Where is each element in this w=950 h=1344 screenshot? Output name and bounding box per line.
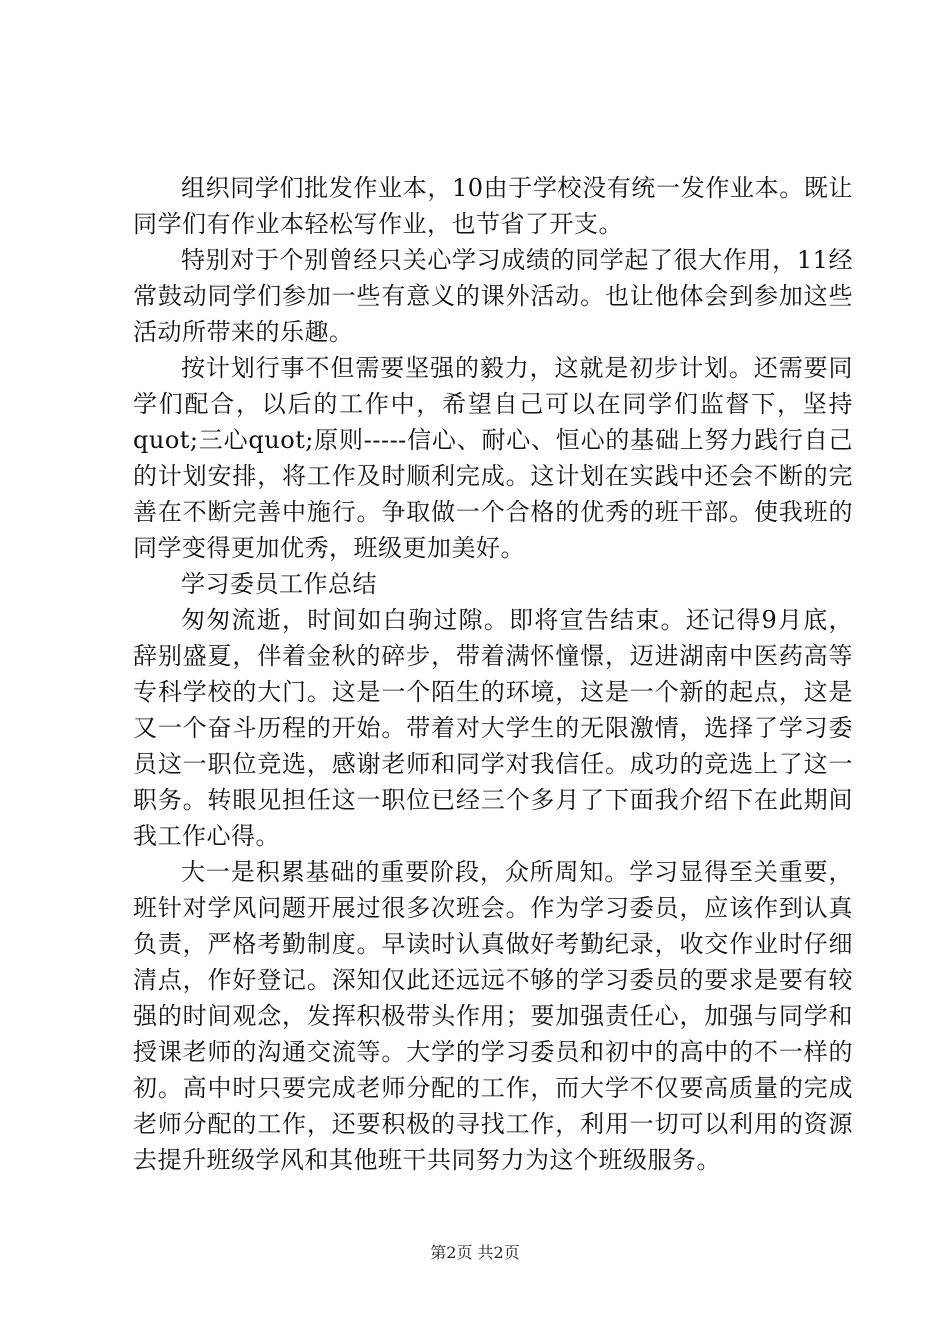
paragraph: 匆匆流逝，时间如白驹过隙。即将宣告结束。还记得9月底，辞别盛夏，伴着金秋的碎步，带着满怀憧憬，迈进湖南中医药高等专科学校的大门。这是一个陌生的环境，这是一个新的起点，这是又一个奋斗历程的开始。带着对大学生的无限激情，选择了学习委员这一职位竞选，感谢老师和同学对我信任。成功的竞选上了这一职务。转眼见担任这一职位已经三个多月了下面我介绍下在此期间我工作心得。 <box>133 606 853 850</box>
paragraph: 特别对于个别曾经只关心学习成绩的同学起了很大作用，11经常鼓动同学们参加一些有意义的课外活动。也让他体会到参加这些活动所带来的乐趣。 <box>133 246 853 346</box>
paragraph: 组织同学们批发作业本，10由于学校没有统一发作业本。既让同学们有作业本轻松写作业，也节省了开支。 <box>133 174 853 238</box>
paragraph: 大一是积累基础的重要阶段，众所周知。学习显得至关重要，班针对学风问题开展过很多次班会。作为学习委员，应该作到认真负责，严格考勤制度。早读时认真做好考勤纪录，收交作业时仔细清点，作好登记。深知仅此还远远不够的学习委员的要求是要有较强的时间观念，发挥积极带头作用；要加强责任心，加强与同学和授课老师的沟通交流等。大学的学习委员和初中的高中的不一样的初。高中时只要完成老师分配的工作，而大学不仅要高质量的完成老师分配的工作，还要积极的寻找工作，利用一切可以利用的资源去提升班级学风和其他班干共同努力为这个班级服务。 <box>133 858 853 1174</box>
section-heading: 学习委员工作总结 <box>181 570 377 598</box>
paragraph: 按计划行事不但需要坚强的毅力，这就是初步计划。还需要同学们配合，以后的工作中，希望自己可以在同学们监督下，坚持quot;三心quot;原则-----信心、耐心、恒心的基础上努力践行自己的计划安排，将工作及时顺利完成。这计划在实践中还会不断的完善在不断完善中施行。争取做一个合格的优秀的班干部。使我班的同学变得更加优秀，班级更加美好。 <box>133 354 853 562</box>
page-number-footer: 第2页 共2页 <box>430 1243 520 1262</box>
document-body <box>133 170 853 1178</box>
